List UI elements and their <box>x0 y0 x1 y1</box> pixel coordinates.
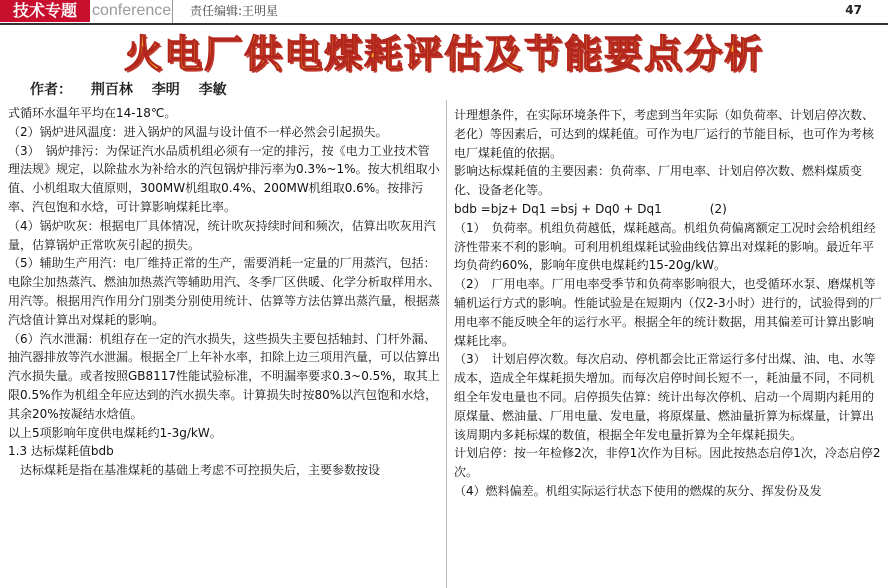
paragraph: 式循环水温年平均在14-18℃。 <box>8 106 177 120</box>
header-divider <box>172 0 173 23</box>
paragraph: 计理想条件，在实际环境条件下，考虑到当年实际（如负荷率、计划启停次数、老化）等因素后，可达到的煤耗值。可作为电厂运行的节能目标，也可作为考核电厂煤耗值的依据。 <box>454 108 875 160</box>
paragraph: 达标煤耗是指在基准煤耗的基础上考虑不可控损失后，主要参数按设 <box>8 463 381 478</box>
column-divider <box>446 100 447 588</box>
page-number: 47 <box>845 3 862 17</box>
page-header <box>0 0 888 24</box>
section-heading: 1.3 达标煤耗值bdb <box>8 444 114 459</box>
paragraph: （4）锅炉吹灰：根据电厂具体情况，统计吹灰持续时间和频次，估算出吹灰用汽量，估算锅炉正常吹灰引起的损失。 <box>8 218 436 252</box>
paragraph: （1） 负荷率。机组负荷越低，煤耗越高。机组负荷偏离额定工况时会给机组经济性带来不利的影响。可利用机组煤耗试验曲线估算出对煤耗的影响。最近年平均负荷约60%，影响年度供电煤耗约15-20g/kW。 <box>454 220 876 273</box>
paragraph: 以上5项影响年度供电煤耗约1-3g/kW。 <box>8 425 222 440</box>
author-name: 李明 <box>151 82 180 98</box>
paragraph: （5）辅助生产用汽：电厂维持正常的生产，需要消耗一定量的厂用蒸汽，包括：电除尘加热蒸汽、燃油加热蒸汽等辅助用汽、冬季厂区供暖、化学分析取样用水、用汽等。根据用汽作用分门别类分别使用统计、估算等方法估算出蒸汽量，根据蒸汽焓值计算出对煤耗的影响。 <box>8 256 441 327</box>
paragraph: （6）汽水泄漏：机组存在一定的汽水损失，这些损失主要包括轴封、门杆外漏、抽汽器排放等汽水泄漏。根据全厂上年补水率，扣除上边三项用汽量，可以估算出汽水损失量。或者按照GB8117性能试验标准，不明漏率要求0.3~0.5%，取其上限0.5%作为机组全年应达到的汽水损失率。计算损失时按80%以汽包饱和水焓，其余20%按凝结水焓值。 <box>8 331 441 421</box>
right-column <box>454 106 884 501</box>
paragraph: 影响达标煤耗值的主要因素：负荷率、厂用电率、计划启停次数、燃料煤质变化、设备老化等。 <box>454 164 863 198</box>
article-title: 火电厂供电煤耗评估及节能要点分析 <box>123 32 764 76</box>
author-label: 作者： <box>30 82 72 98</box>
author-name: 荆百林 <box>90 82 133 98</box>
author-name: 李敏 <box>198 82 227 98</box>
formula: bdb =bjz+ Dq1 =bsj + Dq0 + Dq1 (2) <box>454 201 727 216</box>
author-line <box>30 79 241 99</box>
section-tag: 技术专题 <box>0 0 90 22</box>
paragraph: （3） 计划启停次数。每次启动、停机都会比正常运行多付出煤、油、电、水等成本，造成全年煤耗损失增加。而每次启停时间长短不一，耗油量不同，不同机组全年发电量也不同。启停损失估算：统计出每次停机、启动一个周期内耗用的原煤量、燃油量、厂用电量、发电量，将原煤量、燃油量折算为标煤量，计算出该周期内多耗标煤的数值，根据全年发电量折算为全年煤耗损失。 <box>454 352 876 442</box>
paragraph: （3） 锅炉排污：为保证汽水品质机组必须有一定的排污，按《电力工业技术管理法规》规定，以除盐水为补给水的汽包锅炉排污率为0.3%~1%。按大机组取小值、小机组取大值原则，300MW机组取0.4%、200MW机组取0.6%。按排污率、汽包饱和水焓，可计算影响煤耗比率。 <box>8 143 440 214</box>
paragraph: （4）燃料偏差。机组实际运行状态下使用的燃煤的灰分、挥发份及发 <box>454 483 822 498</box>
paragraph: （2）锅炉进风温度：进入锅炉的风温与设计值不一样必然会引起损失。 <box>8 124 388 139</box>
header-rule <box>0 23 888 25</box>
editor-credit: 责任编辑:王明星 <box>190 4 279 18</box>
conference-label: conference <box>92 2 172 19</box>
left-column <box>8 104 440 480</box>
paragraph: （2） 厂用电率。厂用电率受季节和负荷率影响很大，也受循环水泵、磨煤机等辅机运行方式的影响。性能试验是在短期内（仅2-3小时）进行的，试验得到的厂用电率不能反映全年的运行水平。根据全年的统计数据，用其偏差可计算出影响煤耗比率。 <box>454 277 882 348</box>
paragraph: 计划启停：按一年检修2次，非停1次作为目标。因此按热态启停1次，冷态启停2次。 <box>454 446 881 480</box>
